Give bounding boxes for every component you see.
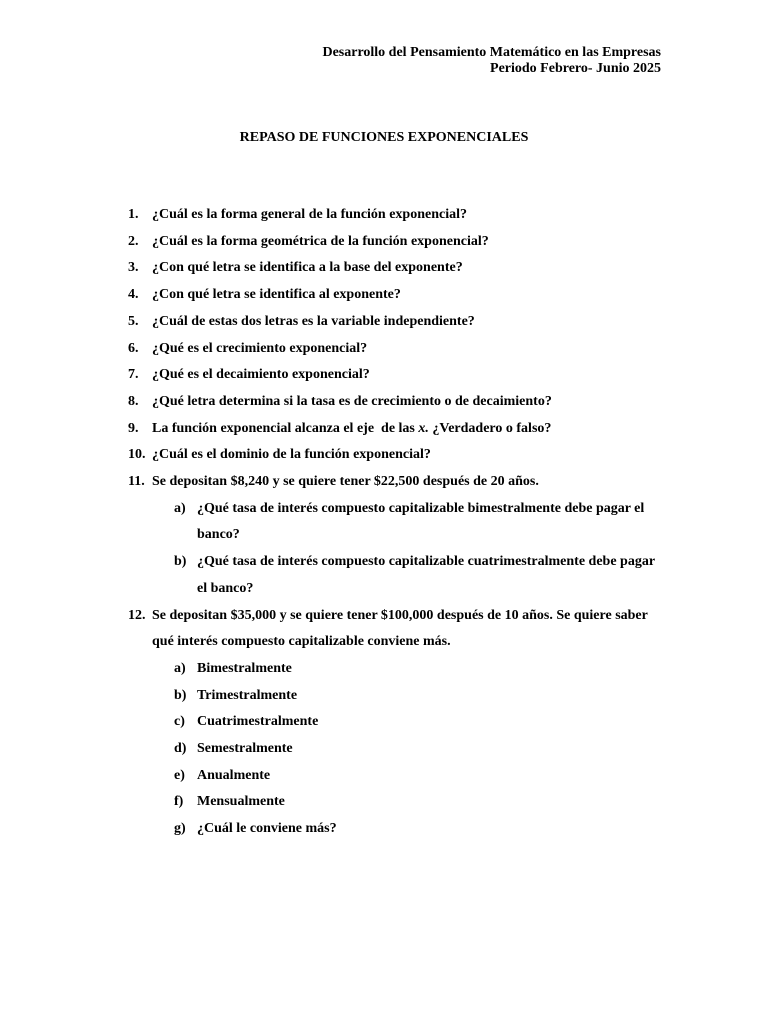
question-number: 1. [128,207,139,222]
sub-question-text: ¿Qué tasa de interés compuesto capitalizable bimestralmente debe pagar el banco? [197,500,645,543]
sub-question-letter: b) [174,554,187,570]
sub-question-item [0,763,657,790]
question-number: 11. [128,474,145,490]
question-text: ¿Cuál de estas dos letras es la variable independiente? [152,313,475,329]
sub-question-letter: b) [174,687,187,703]
sub-question-letter: e) [174,767,185,783]
question-text: ¿Qué es el crecimiento exponencial? [152,340,368,356]
question-item [0,202,662,229]
page-header [322,45,661,77]
sub-question-letter: a) [174,660,186,676]
sub-question-text: Semestralmente [197,741,293,757]
question-text-after: ¿Verdadero o falso? [428,420,552,436]
question-text: ¿Cuál es el dominio de la función exponencial? [152,447,431,463]
question-item [0,336,662,363]
question-item [0,442,662,469]
sub-question-item [0,709,657,736]
sub-question-text: ¿Qué tasa de interés compuesto capitalizable cuatrimestralmente debe pagar el banco? [197,554,655,596]
question-text: Se depositan $8,240 y se quiere tener $22,500 después de 20 años. [152,474,539,490]
question-text-before: La función exponencial alcanza el eje de las [152,420,419,436]
sub-question-text: Trimestralmente [197,687,298,703]
question-number: 3. [128,260,139,276]
sub-question-item [0,656,657,683]
sub-question-text: Cuatrimestralmente [197,714,319,730]
question-text: ¿Con qué letra se identifica al exponente? [152,287,401,303]
question-number: 7. [128,367,139,383]
question-text: ¿Qué es el decaimiento exponencial? [152,367,370,383]
question-item [0,309,662,336]
sub-question-item [0,816,657,843]
sub-question-letter: c) [174,714,185,730]
question-variable: x. [418,420,429,436]
question-number: 10. [128,447,146,463]
sub-question-letter: g) [174,821,186,837]
sub-question-letter: f) [174,794,184,810]
question-item [0,282,662,309]
question-text: ¿Cuál es la forma geométrica de la función exponencial? [152,233,489,249]
header-course-name: Desarrollo del Pensamiento Matemático en las Empresas [322,45,661,60]
sub-question-text: Bimestralmente [197,660,292,676]
header-period: Periodo Febrero- Junio 2025 [490,61,661,76]
question-item [0,603,662,656]
question-text: ¿Con qué letra se identifica a la base del exponente? [152,260,463,276]
sub-question-text: ¿Cuál le conviene más? [197,821,337,837]
question-text: Se depositan $35,000 y se quiere tener $100,000 después de 10 años. Se quiere saber qué interés compuesto capitalizable conviene más. [152,607,648,650]
question-item [0,362,662,389]
question-item [0,255,662,282]
sub-question-letter: d) [174,741,187,757]
question-number: 2. [128,233,139,249]
sub-question-item [0,549,657,602]
question-number: 6. [128,340,139,356]
question-number: 9. [128,420,139,436]
question-item [0,469,662,496]
question-item [0,389,662,416]
sub-question-text: Mensualmente [197,794,285,810]
question-text: ¿Cuál es la forma general de la función exponencial? [152,207,467,222]
question-number: 5. [128,313,139,329]
question-number: 12. [128,607,146,623]
question-number: 4. [128,287,139,303]
question-item [0,229,662,256]
sub-question-text: Anualmente [197,767,271,783]
question-item [0,416,662,443]
sub-question-item [0,496,657,549]
sub-question-item [0,789,657,816]
question-list [0,202,768,843]
question-number: 8. [128,393,139,409]
question-text: ¿Qué letra determina si la tasa es de crecimiento o de decaimiento? [152,393,552,409]
sub-question-letter: a) [174,500,186,516]
sub-question-item [0,736,657,763]
sub-question-item [0,683,657,710]
document-title: REPASO DE FUNCIONES EXPONENCIALES [239,130,529,145]
